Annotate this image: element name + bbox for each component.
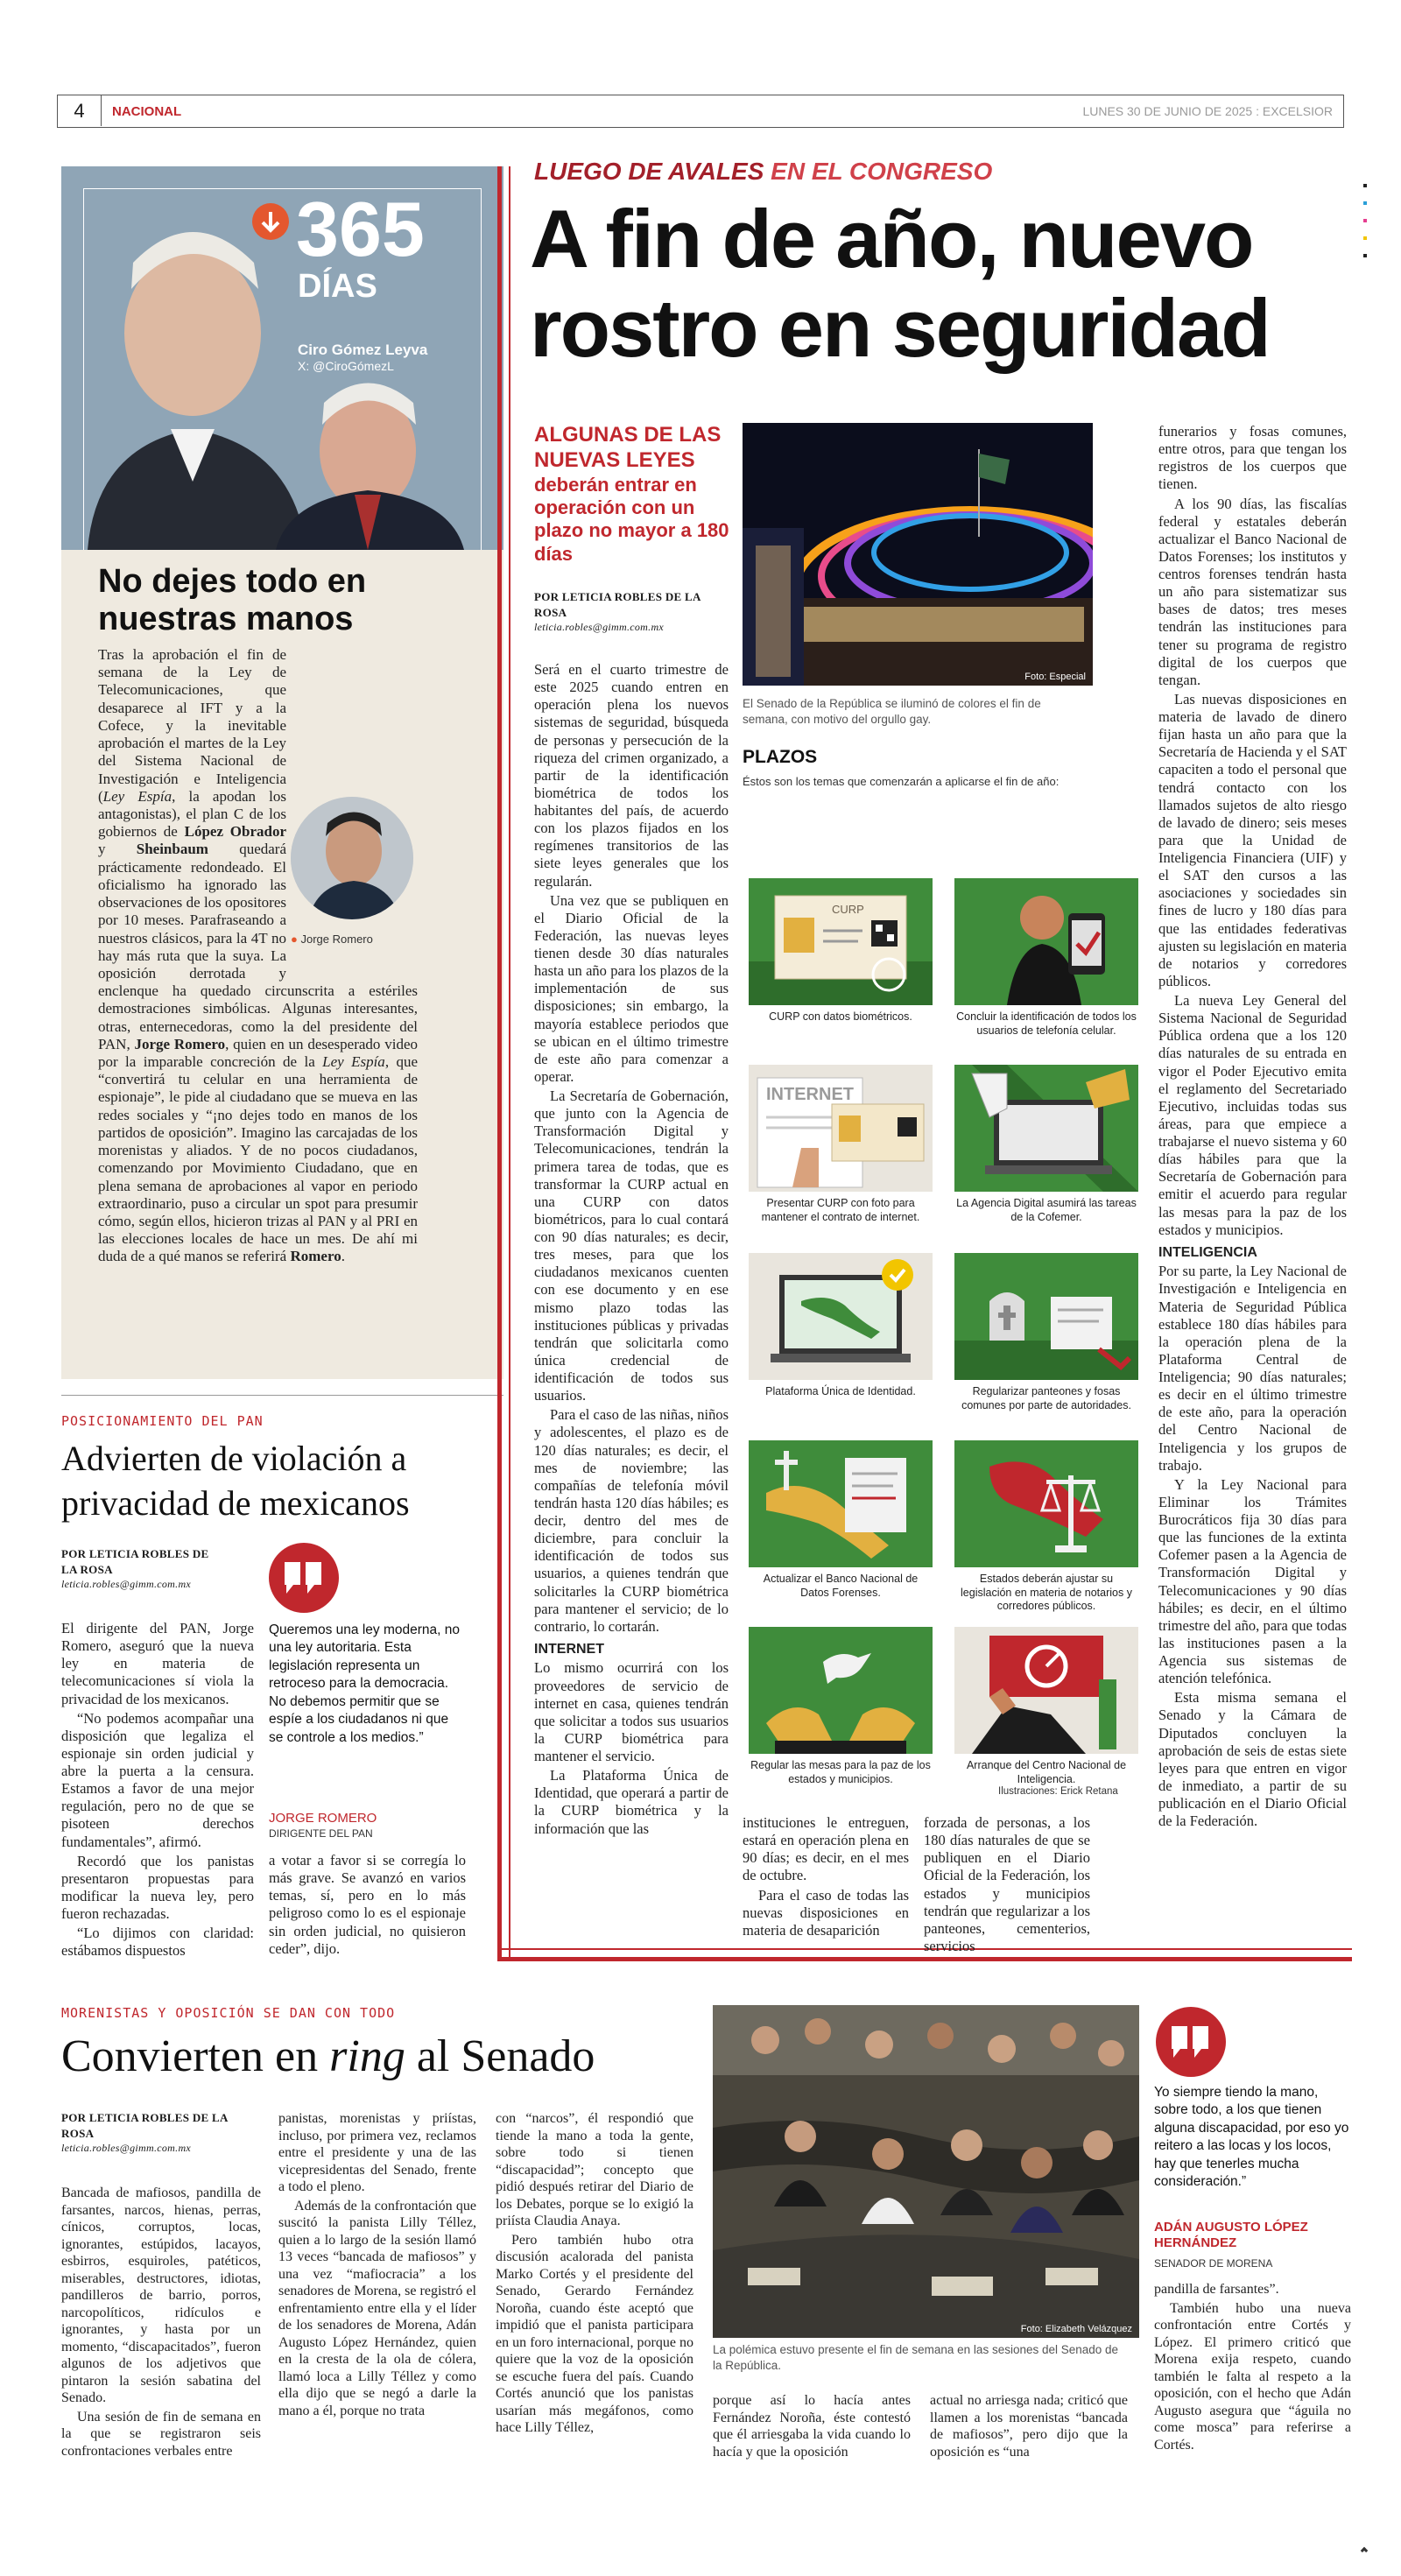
pan-paragraph: El dirigente del PAN, Jorge Romero, aseguró que la nueva ley en materia de telecomunicaciones sí viola la privacidad de los mexicanos. — [61, 1620, 254, 1707]
pan-quote: Queremos una ley moderna, no una ley autoritaria. Esta legislación representa un retroceso para la democracia. No debemos permitir que se espíe a los ciudadanos ni que se controle a los medios.” — [269, 1622, 460, 1745]
main-paragraph: Por su parte, la Ley Nacional de Investigación e Inteligencia en Materia de Seguridad Pública establece 180 días hábiles para la operación plena de la Plataforma Central de Inteligencia; 90 días naturales; es decir en el último trimestre de este año, para la operación del Centro Nacional de Inteligencia y los grupos de trabajo. — [1158, 1263, 1347, 1474]
main-kicker — [534, 158, 992, 186]
pan-paragraph: “Lo dijimos con claridad: estábamos dispuestos — [61, 1925, 254, 1960]
main-kicker-2: EN EL CONGRESO — [771, 158, 993, 185]
main-deck — [534, 423, 731, 566]
pan-quote-name: JORGE ROMERO — [269, 1811, 377, 1826]
main-paragraph: La nueva Ley General del Sistema Nacional de Seguridad Pública ordena que a los 120 días naturales de su entrada en vigor el Poder Ejecutivo emita el reglamento del Secretariado Ejecutivo, incluidas todas sus áreas, para que empiece a trabajarse el nuevo sistema y 60 días hábiles para que la Secretaría de Gobernación para emitir el acuerdo para regular las mesas para la paz de los estados y municipios. — [1158, 992, 1347, 1238]
senado-paragraph: con “narcos”, él respondió que tiende la mano a toda la gente, sobre todo si tienen “discapacidad”; concepto que pidió después retirar del Diario de los Debates, porque se lo exigió la priísta Claudia Anaya. — [496, 2111, 693, 2229]
main-paragraph: Para el caso de todas las nuevas disposiciones en materia de desaparición — [743, 1886, 909, 1939]
column-body — [98, 646, 418, 1268]
main-paragraph: Una vez que se publiquen en el Diario Oficial de la Federación, las nuevas leyes tienen desde 30 días naturales hasta un año para los plazos de la implementación de sus disposiciones; sin embargo, la mayoría establece periodos que se ubican en el último trimestre de este año para comenzar a operar. — [534, 891, 729, 1085]
senado-title-1: Convierten en — [61, 2031, 330, 2081]
main-paragraph: La Plataforma Única de Identidad, que operará a partir de la CURP biométrica y la información que las — [534, 1767, 729, 1837]
name-sheinbaum: Sheinbaum — [136, 841, 208, 858]
main-byline-name: POR LETICIA ROBLES DE LA ROSA — [534, 590, 700, 619]
main-paragraph: instituciones le entreguen, estará en operación plena en 90 días; es decir, en el mes de octubre. — [743, 1814, 909, 1884]
main-deck-2: deberán entrar en operación con un plazo no mayor a 180 días — [534, 473, 729, 565]
senado-col-5 — [930, 2392, 1128, 2462]
main-title: A fin de año, nuevo rostro en seguridad — [530, 193, 1270, 374]
senado-paragraph: actual no arriesga nada; criticó que llamen a los morenistas “bancada de mafiosos”, pero dijo que la oposición es “una — [930, 2393, 1128, 2460]
plazo-tile-celular — [954, 878, 1138, 1038]
plazo-tile-paz — [749, 1627, 933, 1786]
senado-kicker: MORENISTAS Y OPOSICIÓN SE DAN CON TODO — [61, 2005, 396, 2021]
senado-paragraph: Pero también hubo otra discusión acalorada del panista Marko Cortés y el presidente del Senado, Gerardo Fernández Noroña, cuando éste aceptó que impidió que el panista participara en un foro internacional, porque no quiere que la voz de la oposición se escuche fuera del país. Cuando Cortés anunció que los panistas usarían más megáfonos, como hace Lilly Téllez, — [496, 2232, 693, 2436]
senado-title — [61, 2031, 595, 2081]
senado-col-4 — [713, 2392, 911, 2462]
senado-col-2 — [278, 2110, 476, 2421]
senate-lights-photo — [743, 423, 1093, 686]
senate-session-photo — [713, 2005, 1139, 2338]
divider — [61, 1395, 503, 1396]
internet-form-label: INTERNET — [766, 1085, 854, 1104]
main-col-2 — [743, 1814, 909, 1941]
plazo-tile-plataforma — [749, 1253, 933, 1399]
pan-title: Advierten de violación a privacidad de mexicanos — [61, 1439, 410, 1524]
main-paragraph: Las nuevas disposiciones en materia de lavado de dinero fijan hasta un año para que la Secretaría de Hacienda y el SAT capaciten a todo el personal que tendrá contacto con los llamados sujetos de alto riesgo de lavado de dinero; seis meses para que la Unidad de Inteligencia Financiera (UIF) y el SAT den cursos a las asociaciones y sociedades sin fines de lucro y 180 días para que las entidades federativas ajusten su legislación en materia de notarios y corredores públicos. — [1158, 690, 1347, 989]
pan-byline — [61, 1546, 210, 1591]
main-paragraph: Lo mismo ocurrirá con los proveedores de servicio de internet en casa, quienes tendrán que solicitar a todos sus usuarios la CURP biométrica para mantener el servicio. — [534, 1659, 729, 1765]
senado-paragraph: panistas, morenistas y priístas, incluso, por primera vez, reclamos entre el presidente y una de las vicepresidentas del Senado, frente a todo el pleno. — [278, 2111, 476, 2195]
inset-caption-text: Jorge Romero — [300, 933, 373, 946]
senado-paragraph: Además de la confrontación que suscitó la panista Lilly Téllez, quien a lo largo de la sesión llamó 13 veces “bancada de mafiosos” y una vez “mafiocracia” a los senadores de Morena, se registró el enfrentamiento entre ella y el líder de los senadores de Morena, Adán Augusto López Hernández, quien en la cresta de la ola de cólera, llamó loca a Lilly Téllez y como ella dijo que se negó a darle la mano a él, porque no trata — [278, 2198, 476, 2418]
senado-paragraph: porque así lo hacía antes Fernández Noroña, éste contestó que él arriesgaba la vida cuando lo hacía y que la oposición — [713, 2393, 911, 2460]
curp-card-label: CURP — [832, 903, 864, 916]
page-number: 4 — [58, 95, 102, 126]
main-paragraph: La Secretaría de Gobernación, que junto con la Agencia de Transformación Digital y Telecomunicaciones, tendrán la primera tarea de todas, que es transformar la CURP actual en una CURP con datos biométricos, para lo cual contará con 90 días naturales; es decir, tres meses, para que los ciudadanos mexicanos cuenten con ese documento y en ese mismo plazo todas las instituciones públicas y privadas tendrán que solicitarla como única credencial de identificación de todos sus usuarios. — [534, 1087, 729, 1404]
quote-icon — [269, 1543, 339, 1613]
main-paragraph: Y la Ley Nacional para Eliminar los Trámites Burocráticos fija 30 días para que las funciones de la extinta Cofemer pasen a la Agencia de Transformación Digital y Telecomunicaciones y 90 días hábiles; es decir, en el último trimestre del año, para que todas las instituciones pasen a la Agencia sus sistemas de atención telefónica. — [1158, 1475, 1347, 1687]
plazo-tile-panteones — [954, 1253, 1138, 1412]
senado-col-3 — [496, 2110, 693, 2439]
plazo-tile-forenses — [749, 1440, 933, 1600]
section-label: NACIONAL — [112, 104, 182, 119]
senado-photo-credit: Foto: Elizabeth Velázquez — [1020, 2324, 1132, 2334]
main-deck-1: ALGUNAS DE LAS NUEVAS LEYES — [534, 423, 722, 472]
plazo-tile-notarios — [954, 1440, 1138, 1614]
plazo-caption: Presentar CURP con foto para mantener el contrato de internet. — [761, 1197, 920, 1223]
columnist-handle[interactable]: X: @CiroGómezL — [298, 359, 394, 373]
plazo-caption: Plataforma Única de Identidad. — [765, 1385, 916, 1397]
plazos-subtitle: Éstos son los temas que comenzarán a aplicarse el fin de año: — [743, 775, 1060, 788]
senado-col-1 — [61, 2185, 261, 2461]
senado-quote: Yo siempre tiendo la mano, sobre todo, a los que tienen alguna discapacidad, por eso yo reitero a las locas y los locos, hay que tenerles mucha consideración.” — [1154, 2085, 1349, 2190]
days-unit: DÍAS — [298, 268, 377, 305]
main-paragraph: A los 90 días, las fiscalías federal y estatales deberán actualizar el Banco Nacional de Datos Forenses; los institutos y centros forenses tendrán hasta un año para sistematizar sus bases de datos; tres meses tendrán las instituciones para tener su programa de registro digital de los cuerpos que tengan. — [1158, 495, 1347, 688]
pan-col-2 — [269, 1852, 466, 1960]
page-header — [57, 95, 1344, 128]
pan-paragraph: a votar a favor si se corregía lo más grave. Se avanzó en varios temas, sí, pero en lo más peligroso como lo es el espionaje sin orden judicial, no quisieron ceder”, dijo. — [269, 1852, 466, 1957]
pan-col-1 — [61, 1620, 254, 1961]
main-paragraph: Para el caso de las niñas, niños y adolescentes, el plazo es de 120 días naturales; es decir, el mes de noviembre; las compañías de telefonía móvil tendrán hasta 120 días hábiles; es decir, dentro del mes de diciembre, para concluir la identificación de todos sus usuarios, a quienes tendrán que solicitarles la CURP biométrica para mantener el servicio; de lo contrario, lo cortarán. — [534, 1406, 729, 1635]
plazo-caption: CURP con datos biométricos. — [769, 1010, 912, 1023]
dateline: LUNES 30 DE JUNIO DE 2025 : EXCELSIOR — [1082, 104, 1333, 118]
column-text-1: Tras la aprobación el fin de semana de la Ley de Telecomunicaciones, que desaparece al IFT y a la Cofece, y la inevitable aprobación el martes de la Ley del Sistema Nacional de Investigación e Inteligencia ( — [98, 646, 286, 805]
main-paragraph: forzada de personas, a los 180 días naturales de que se publiquen en el Diario Oficial de la Federación, los estados y municipios tendrán que regularizar a los panteones, cementerios, servicios — [924, 1814, 1090, 1954]
pan-paragraph: Recordó que los panistas presentaron propuestas para modificar la nueva ley, pero fueron rechazadas. — [61, 1852, 254, 1922]
end-mark — [1361, 2547, 1368, 2554]
plazo-tile-cofemer — [954, 1065, 1138, 1224]
senado-quote-name: ADÁN AUGUSTO LÓPEZ HERNÁNDEZ — [1154, 2220, 1308, 2250]
main-col-3 — [924, 1814, 1090, 1957]
name-romero: Romero — [290, 1248, 341, 1265]
subhead-inteligencia: INTELIGENCIA — [1158, 1244, 1257, 1260]
plazo-caption: La Agencia Digital asumirá las tareas de la Cofemer. — [956, 1197, 1137, 1223]
senado-photo-caption: La polémica estuvo presente el fin de semana en las sesiones del Senado de la República. — [713, 2343, 1119, 2373]
senado-byline-name: POR LETICIA ROBLES DE LA ROSA — [61, 2111, 228, 2140]
quote-icon — [1156, 2007, 1226, 2077]
senado-byline — [61, 2110, 228, 2155]
senado-email[interactable]: leticia.robles@gimm.com.mx — [61, 2142, 192, 2155]
column-text-5: , quien en un desesperado video por la imparable concreción de la — [98, 1035, 418, 1071]
senado-title-em: ring — [329, 2031, 405, 2081]
senado-col-6 — [1154, 2281, 1351, 2455]
plazos-title: PLAZOS — [743, 747, 818, 767]
column-text-4: quedará prácticamente redondeado. El oficialismo ha ignorado las observaciones de los opositores por 10 meses. Parafraseando a nuestros clásicos, para la 4T no hay más ruta que la suya. La oposición derrotada y enclenque ha quedado circunscrita a estériles demostraciones simbólicas. Algunas interesantes, otras, enternecedoras, como la del presidente del PAN, — [98, 841, 418, 1052]
pan-email[interactable]: leticia.robles@gimm.com.mx — [61, 1578, 192, 1591]
plazo-caption: Actualizar el Banco Nacional de Datos Forenses. — [763, 1573, 919, 1599]
plazo-caption: Arranque del Centro Nacional de Inteligencia. — [966, 1759, 1127, 1785]
column-text-em: Ley Espía — [102, 787, 172, 805]
main-photo-caption: El Senado de la República se iluminó de colores el fin de semana, con motivo del orgullo gay. — [743, 697, 1041, 727]
pan-kicker: POSICIONAMIENTO DEL PAN — [61, 1413, 264, 1429]
columnist-name: Ciro Gómez Leyva — [298, 341, 428, 358]
column-text-7: . — [341, 1248, 345, 1265]
senado-paragraph: pandilla de farsantes”. — [1154, 2282, 1279, 2297]
senado-paragraph: Bancada de mafiosos, pandilla de farsantes, narcos, hienas, perras, cínicos, corruptos, locas, ignorantes, estúpidos, lacayos, esbirros, esquiroles, patéticos, miserables, destructores, idiotas, pandilleros de barrio, porros, narcopolíticos, ridículos e ignorantes, y hasta por un momento, “discapacitados”, fueron algunos de los adjetivos que pintaron la sesión sabatina del Senado. — [61, 2185, 261, 2406]
subhead-internet: INTERNET — [534, 1641, 604, 1657]
days-number: 365 — [296, 186, 425, 272]
main-col-4 — [1158, 423, 1347, 1832]
pan-quote-role: DIRIGENTE DEL PAN — [269, 1827, 373, 1840]
plazo-tile-curp — [749, 878, 933, 1024]
column-text-em2: Ley Espía — [322, 1053, 385, 1071]
illustration-credit: Ilustraciones: Erick Retana — [998, 1786, 1118, 1797]
plazo-caption: Concluir la identificación de todos los usuarios de telefonía celular. — [956, 1010, 1137, 1037]
pan-byline-name: POR LETICIA ROBLES DE LA ROSA — [61, 1547, 209, 1576]
senado-paragraph: También hubo una nueva confrontación entre Cortés y López. El primero criticó que Morena exija respeto, cuando también le falta al respeto a la oposición, con el hecho que Adán Augusto asegura que “águila no come mosca” para referirse a Cortés. — [1154, 2300, 1351, 2453]
plazo-tile-internet — [749, 1065, 933, 1224]
column-text-2: , la apodan los antagonistas), el plan C de los gobiernos de — [98, 787, 286, 841]
name-lopez-obrador: López Obrador — [184, 823, 286, 841]
senado-title-2: al Senado — [405, 2031, 595, 2081]
plazo-caption: Regular las mesas para la paz de los estados y municipios. — [750, 1759, 931, 1785]
main-paragraph: Será en el cuarto trimestre de este 2025 cuando entren en operación plena los nuevos sistemas de seguridad, búsqueda de personas y persecución de la riqueza del crimen organizado, a partir de la identificación biométrica de todos los habitantes del país, de acuerdo con los plazos fijados en los regímenes transitorios de las siete leyes generales que los regularán. — [534, 661, 729, 890]
column-text-3: y — [98, 841, 137, 858]
column-title: No dejes todo en nuestras manos — [98, 563, 367, 637]
column-text-6: , que “convertirá tu celular en una herramienta de espionaje”, le pide al ciudadano que se mueva en las redes sociales y “¡no dejes todo en manos de los partidos de oposición”. Imagino las carcajadas de los morenistas y aliados. Y de no pocos ciudadanos, comenzando por Movimiento Ciudadano, que en plena semana de aprobaciones al vapor en periodo extraordinario, puso a circular un spot para presumir cómo, según ellos, hicieron trizas al PAN y al PRI en las elecciones locales de hace un mes. De ahí mi duda de a qué manos se referirá — [98, 1053, 419, 1265]
main-byline — [534, 589, 709, 634]
main-col-1 — [534, 661, 729, 1840]
plazo-caption: Regularizar panteones y fosas comunes por parte de autoridades. — [961, 1385, 1131, 1411]
column-header — [61, 166, 503, 550]
trend-down-icon — [252, 203, 289, 240]
pan-paragraph: “No podemos acompañar una disposición que legaliza el espionaje sin orden judicial y abre la puerta a la censura. Estamos a favor de una mejor regulación, pero no de que se pisoteen derechos fundamentales”, afirmó. — [61, 1709, 254, 1850]
main-photo-credit: Foto: Especial — [1024, 672, 1086, 682]
main-kicker-1: LUEGO DE AVALES — [534, 158, 771, 185]
senado-paragraph: Una sesión de fin de semana en la que se registraron seis confrontaciones verbales entre — [61, 2409, 261, 2459]
plazo-caption: Estados deberán ajustar su legislación en materia de notarios y corredores públicos. — [961, 1573, 1132, 1613]
plazo-tile-inteligencia — [954, 1627, 1138, 1786]
name-jorge-romero: Jorge Romero — [134, 1035, 226, 1052]
main-email[interactable]: leticia.robles@gimm.com.mx — [534, 621, 665, 634]
inset-photo-caption: ● Jorge Romero — [291, 933, 373, 946]
senado-quote-role: SENADOR DE MORENA — [1154, 2257, 1273, 2270]
main-paragraph: funerarios y fosas comunes, entre otros, para que tengan los registros de los cuerpos que tienen. — [1158, 423, 1347, 493]
main-paragraph: Esta misma semana el Senado y la Cámara de Diputados concluyen la aprobación de seis de estas siete leyes para que entren en vigor de inmediato, a partir de su publicación en el Diario Oficial de la Federación. — [1158, 1689, 1347, 1830]
